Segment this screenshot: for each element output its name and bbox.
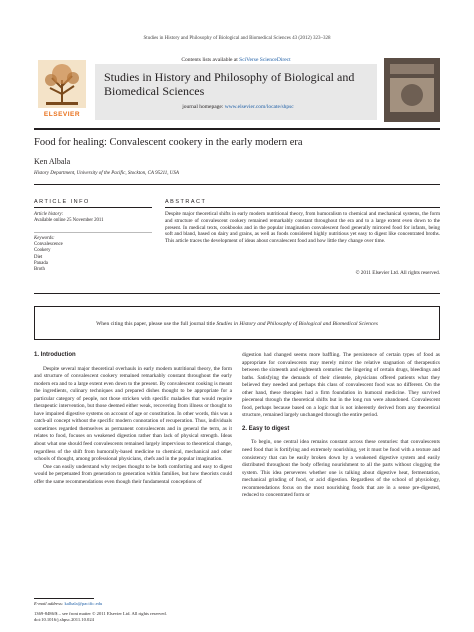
email-line	[34, 601, 334, 607]
homepage-prefix: journal homepage:	[182, 104, 225, 110]
article-history	[34, 212, 154, 224]
footnotes	[34, 601, 334, 623]
homepage-url[interactable]: www.elsevier.com/locate/shpsc	[224, 104, 294, 110]
journal-homepage	[104, 104, 372, 110]
issn-line: 1369-8486/$ – see front matter © 2011 Elsevier Ltd. All rights reserved.	[34, 611, 167, 616]
citation-note	[34, 321, 440, 327]
intro-paragraph-2: One can easily understand why recipes thought to be both comforting and easy to digest would be perpetuated from generation to generation within families, but how theorists could offer the same recommendations even though their fundamental conceptions of	[34, 463, 232, 485]
keyword-item: Panada	[34, 260, 48, 266]
intro-paragraph-1: Despite several major theoretical overhauls in early modern nutritional theory, the form and structure of convalescent cookery remained remarkably constant throughout the early modern era and to a large extent even down to the present. By convalescent cooking is meant the ingredients, culinary techniques and prepared dishes thought to be appropriate for a particular category of people, not those stricken with specific maladies that would require therapeutic intervention, but those deemed either weak, recovering from illness or thought to have impaired digestive systems on account of age or constitution. In other words, this was a catch-all concept without the specific modern connotation of recuperation. Thus, individuals sometimes regarded themselves as permanent convalescents and in general the term, as it relates to food, focuses on weakened digestion rather than lack of physical strength. Ideas about what one should feed convalescents remained largely impervious to theoretical change, regardless of the shift from humorally-based medicine to chemical, mechanical and other schools of thought, among professional physicians, chefs and in the popular imagination.	[34, 365, 232, 463]
doi-line: doi:10.1016/j.shpsc.2011.10.024	[34, 617, 94, 622]
footnote-rule	[34, 598, 94, 599]
email-label: E-mail address:	[34, 601, 65, 606]
continued-paragraph: digestion had changed seems more baffling. The persistence of certain types of food as appropriate for convalescents may merely mirror the relative stagnation of therapeutics between the sixteenth and eighteenth centuries: the lingering of certain drugs, bleedings and baths. Satisfying the demands of their clientele, physicians offered patients what they believed they needed and perhaps this class of convalescent food was no different. On the other hand, these therapies had a firm foundation in humoral medicine. They survived piecemeal through the theoretical shifts but in the long run were abandoned. Convalescent food, perhaps because based on a logic that is not inherently derived from any theoretical structure, remained largely unchanged through the entire period.	[242, 352, 440, 419]
author-affiliation: History Department, University of the Pacific, Stockton, CA 95211, USA	[34, 171, 179, 176]
keyword-item: Convalescence	[34, 242, 63, 248]
keywords-label: Keywords:	[34, 236, 55, 241]
elsevier-tree-icon	[34, 58, 90, 110]
keyword-item: Broth	[34, 267, 45, 273]
copyright: © 2011 Elsevier Ltd. All rights reserved.	[355, 270, 440, 276]
article-info-heading: ARTICLE INFO	[34, 199, 90, 205]
left-column	[34, 352, 232, 486]
keyword-item: Cookery	[34, 248, 51, 254]
keywords-divider	[34, 232, 152, 233]
info-top-rule	[34, 184, 440, 185]
contents-line	[104, 57, 368, 63]
right-column	[242, 352, 440, 500]
journal-title: Studies in History and Philosophy of Biological and Biomedical Sciences	[104, 70, 355, 98]
publisher-logo-text: ELSEVIER	[43, 111, 81, 118]
section-2-heading: 2. Easy to digest	[242, 425, 290, 432]
history-label: Article history:	[34, 212, 64, 217]
citation-journal: Studies in History and Philosophy of Biological and Biomedical Sciences	[216, 321, 378, 327]
history-value: Available online 25 November 2011	[34, 218, 104, 224]
keyword-item: Diet	[34, 254, 43, 260]
keywords-block	[34, 236, 154, 273]
info-rule	[34, 207, 152, 208]
sciencedirect-link[interactable]: SciVerse ScienceDirect	[239, 57, 291, 63]
section-1-heading: 1. Introduction	[34, 352, 76, 358]
citation-prefix: When citing this paper, please use the full journal title	[96, 321, 217, 327]
author-email-link[interactable]: kalbala@pacific.edu	[64, 601, 103, 606]
journal-cover-thumbnail	[384, 58, 440, 122]
author-name: Ken Albala	[34, 157, 71, 166]
abstract-bottom-rule	[34, 293, 440, 294]
running-head: Studies in History and Philosophy of Biological and Biomedical Sciences 43 (2012) 323–328	[143, 36, 331, 41]
abstract-text: Despite major theoretical shifts in early modern nutritional theory, from humoralism to chemical and mechanical systems, the form and structure of convalescent cookery remained remarkably constant throughout the era and to a large extent even down to the present. In medical texts, cookbooks and in the popular imagination convalescent food generally mirrored food for infants, being soft and bland, based on dairy and grains, as well as foods considered highly nutritious yet easy to digest like concentrated broths. This article traces the development of ideas about convalescent food and how little they change over time.	[165, 211, 440, 245]
abstract-heading: ABSTRACT	[165, 199, 207, 205]
easy-digest-paragraph: To begin, one central idea remains constant across these centuries: that convalescents need food that is fortifying and extremely nourishing, yet it must be food with a texture and consistency that can be easily broken down by a weakened digestive system and easily distributed throughout the body offering nourishment to all the parts without clogging the system. This idea perseveres whether one is talking about digestive heat, fermentation, mechanical grinding of food, or acid digestion. Regardless of the school of physiology, recommendations focus on the most nourishing foods that are in a sense pre-digested, reduced to concentrated form or	[242, 439, 440, 499]
abstract-rule	[165, 207, 440, 208]
article-title: Food for healing: Convalescent cookery in the early modern era	[34, 137, 303, 148]
contents-prefix: Contents lists available at	[181, 57, 240, 63]
cover-art-icon	[384, 58, 440, 122]
header-rule	[34, 128, 440, 130]
